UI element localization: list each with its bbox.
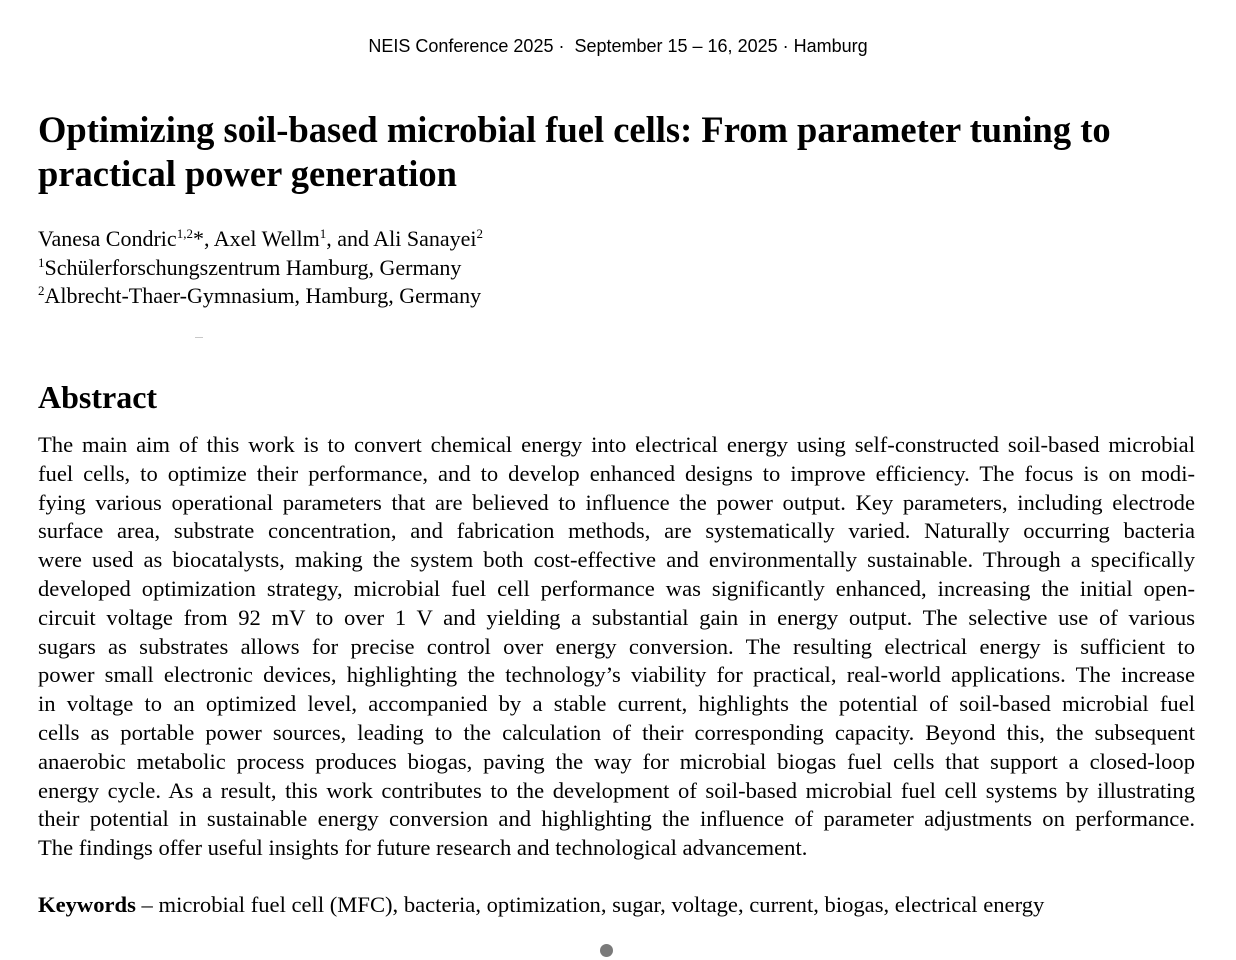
page-indicator-dot[interactable]: [600, 944, 613, 957]
abstract-line: were used as biocatalysts, making the system both cost-effective and environmentally sustainable. Through a specifically: [38, 547, 1195, 573]
author-affiliation-ref: 1: [319, 226, 327, 241]
author-name: Axel Wellm: [213, 226, 320, 251]
corresponding-author-mark: *: [192, 226, 204, 251]
author-list: [38, 225, 1138, 254]
affiliation: [38, 282, 1138, 311]
abstract-line: anaerobic metabolic process produces biogas, paving the way for microbial biogas fuel cells that support a closed-loop: [38, 748, 1195, 774]
author-name: Ali Sanayei: [373, 226, 477, 251]
affiliation-number: 2: [38, 283, 45, 298]
abstract-line: in voltage to an optimized level, accompanied by a stable current, highlights the potential of soil-based microbial fuel: [38, 691, 1195, 717]
author-name: Vanesa Condric: [38, 226, 177, 251]
author-block: [38, 225, 1138, 311]
abstract-line: surface area, substrate concentration, and fabrication methods, are systematically varied. Naturally occurring bacteria: [38, 518, 1195, 544]
abstract-text: [38, 431, 1195, 863]
keywords-line: [38, 890, 1198, 920]
abstract-line: power small electronic devices, highlighting the technology’s viability for practical, real-world applications. The increase: [38, 662, 1195, 688]
author-affiliation-ref: 1,2: [176, 226, 193, 241]
abstract-line: their potential in sustainable energy conversion and highlighting the influence of parameter adjustments on performance.: [38, 806, 1195, 832]
abstract-line: developed optimization strategy, microbial fuel cell performance was significantly enhanced, increasing the initial open-: [38, 575, 1195, 601]
keywords-text: – microbial fuel cell (MFC), bacteria, optimization, sugar, voltage, current, biogas, electrical energy: [135, 892, 1045, 917]
abstract-line: sugars as substrates allows for precise control over energy conversion. The resulting electrical energy is sufficient to: [38, 633, 1195, 659]
keywords-label: Keywords: [38, 892, 136, 917]
abstract-line: The findings offer useful insights for future research and technological advancement.: [38, 835, 808, 861]
author-separator: ,: [203, 226, 214, 251]
scan-artifact-mark: [195, 337, 203, 338]
conference-header: NEIS Conference 2025 · September 15 – 16, 2025 · Hamburg: [368, 36, 868, 56]
author-separator: , and: [326, 226, 374, 251]
affiliation-number: 1: [38, 254, 45, 270]
abstract-line: fuel cells, to optimize their performance, and to develop enhanced designs to improve efficiency. The focus is on modi-: [38, 460, 1195, 486]
paper-title: Optimizing soil-based microbial fuel cells: From parameter tuning to practical power generation: [38, 109, 1111, 194]
abstract-heading: Abstract: [38, 379, 158, 415]
abstract-line: cells as portable power sources, leading to the calculation of their corresponding capacity. Beyond this, the subsequent: [38, 719, 1195, 745]
affiliation: [38, 254, 1138, 283]
abstract-line: The main aim of this work is to convert chemical energy into electrical energy using self-constructed soil-based microbial: [38, 432, 1195, 457]
abstract-line: circuit voltage from 92 mV to over 1 V and yielding a substantial gain in energy output. The selective use of various: [38, 604, 1195, 630]
abstract-line: fying various operational parameters that are believed to influence the power output. Key parameters, including electrode: [38, 489, 1195, 515]
abstract-line: energy cycle. As a result, this work contributes to the development of soil-based microbial fuel cell systems by illustrating: [38, 777, 1195, 803]
affiliation-text: Albrecht-Thaer-Gymnasium, Hamburg, Germany: [44, 283, 482, 308]
affiliation-text: Schülerforschungszentrum Hamburg, Germany: [44, 254, 462, 280]
author-affiliation-ref: 2: [476, 226, 484, 241]
